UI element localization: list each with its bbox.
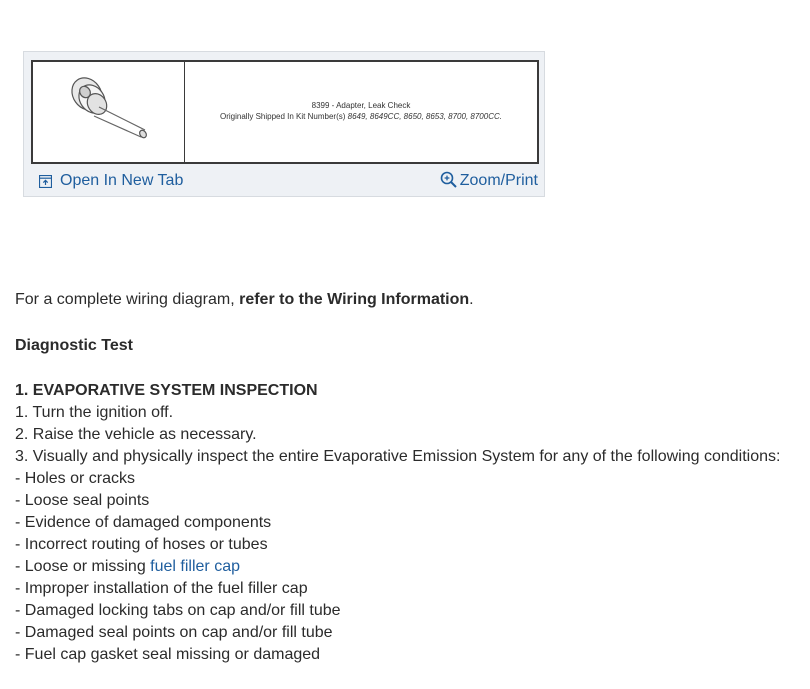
step-item: 3. Visually and physically inspect the entire Evaporative Emission System for any of the following conditions: <box>15 448 781 465</box>
external-tab-icon <box>39 175 52 188</box>
wiring-info-reference: refer to the Wiring Information <box>239 291 470 308</box>
open-new-tab-label: Open In New Tab <box>60 172 184 189</box>
fuel-filler-cap-link[interactable]: fuel filler cap <box>150 558 240 575</box>
wiring-intro <box>15 290 474 310</box>
intro-text: For a complete wiring diagram, <box>15 291 240 308</box>
figure-caption <box>185 100 537 122</box>
condition-item: - Loose seal points <box>15 492 150 509</box>
condition-item: - Fuel cap gasket seal missing or damaged <box>15 646 321 663</box>
caption-prefix: Originally Shipped In Kit Number(s) <box>220 112 348 121</box>
step-item: 1. Turn the ignition off. <box>15 404 174 421</box>
figure-frame <box>23 51 545 197</box>
step-item: 2. Raise the vehicle as necessary. <box>15 426 257 443</box>
figure-toolbar <box>31 169 539 193</box>
condition-item: - Improper installation of the fuel filler cap <box>15 580 308 597</box>
magnifier-zoom-icon <box>440 171 457 188</box>
condition-item: - Incorrect routing of hoses or tubes <box>15 536 268 553</box>
section-title: 1. EVAPORATIVE SYSTEM INSPECTION <box>15 382 318 399</box>
zoom-print-label: Zoom/Print <box>459 172 538 189</box>
condition-item: - Damaged locking tabs on cap and/or fill tube <box>15 602 341 619</box>
caption-kit-numbers: 8649, 8649CC, 8650, 8653, 8700, 8700CC. <box>347 112 502 121</box>
figure-image[interactable] <box>31 60 539 164</box>
caption-title: 8399 - Adapter, Leak Check <box>311 101 411 110</box>
caption-kits-line <box>185 111 537 122</box>
condition-item: - Evidence of damaged components <box>15 514 272 531</box>
diagnostic-heading: Diagnostic Test <box>15 337 133 354</box>
intro-period: . <box>469 291 474 308</box>
condition-text: - Loose or missing <box>15 558 151 575</box>
condition-item: - Damaged seal points on cap and/or fill tube <box>15 624 333 641</box>
condition-item-with-link <box>15 557 240 577</box>
leak-check-adapter-illustration <box>61 74 151 144</box>
condition-item: - Holes or cracks <box>15 470 136 487</box>
zoom-print-link[interactable] <box>440 172 538 190</box>
open-new-tab-link[interactable] <box>39 172 183 190</box>
